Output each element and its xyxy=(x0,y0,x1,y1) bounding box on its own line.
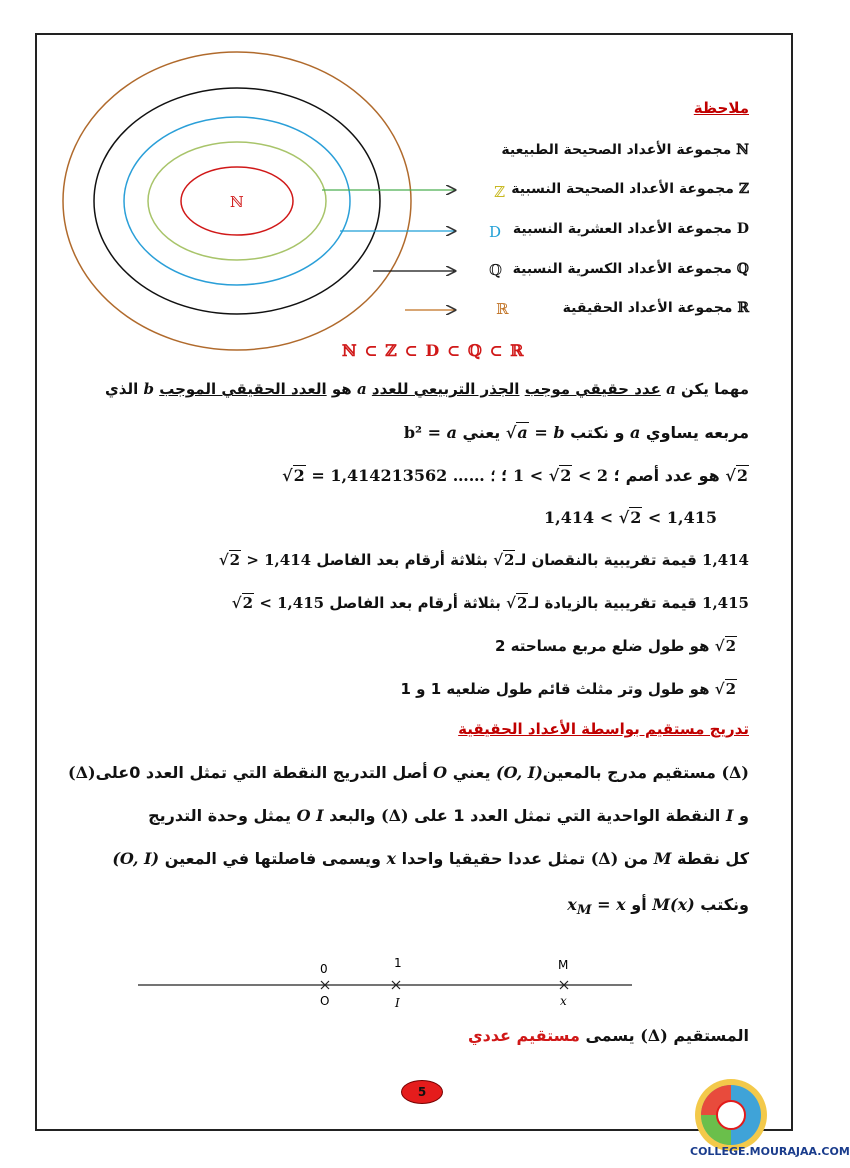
bottom-label-x: x xyxy=(560,994,567,1008)
set-item-R: ℝ مجموعة الأعداد الحقيقية xyxy=(562,300,749,316)
sets-diagram xyxy=(60,70,480,360)
set-item-Q: ℚ مجموعة الأعداد الكسرية النسبية xyxy=(512,261,749,277)
sqrt2-bounds-line: 1,414 < √2 < 1,415 xyxy=(544,508,717,527)
number-line xyxy=(130,955,640,1015)
graduation-line-3: كل نقطة M من (Δ) تمثل عددا حقيقيا واحدا x ويسمى فاصلتها في المعين (O, I) xyxy=(112,849,749,868)
note-title: ملاحظة xyxy=(693,99,749,117)
approx-high-line: 1,415 قيمة تقريبية بالزيادة لـ√2 بثلاثة أرقام بعد الفاصل √2 < 1,415 xyxy=(231,594,749,612)
set-item-N: ℕ مجموعة الأعداد الصحيحة الطبيعية xyxy=(501,142,749,158)
page-number: 5 xyxy=(401,1080,443,1104)
top-label-M: M xyxy=(558,958,569,972)
set-item-Z: ℤ مجموعة الأعداد الصحيحة النسبية xyxy=(511,181,749,197)
diagram-Q-letter: ℚ xyxy=(489,261,503,279)
graduation-line-1: (Δ) مستقيم مدرج بالمعين(O, I) يعني O أصل التدريج النقطة التي تمثل العدد 0على(Δ) xyxy=(68,763,749,782)
diagram-R-letter: ℝ xyxy=(496,300,509,318)
top-label-1: 1 xyxy=(394,956,402,970)
label-N: ℕ xyxy=(230,193,244,211)
hypotenuse-line: √2 هو طول وتر مثلث قائم طول ضلعيه 1 و 1 xyxy=(400,680,736,698)
bottom-label-I: I xyxy=(395,996,400,1010)
sqrt2-line-irrational: √2 هو عدد أصم ؛ 1 < √2 < 2 ؛ √2 = 1,414213562 …… ؛ xyxy=(282,466,748,485)
graduation-line-2: و I النقطة الواحدية التي تمثل العدد 1 على (Δ) والبعد O I يمثل وحدة التدريج xyxy=(148,806,749,825)
square-side-line: √2 هو طول ضلع مربع مساحته 2 xyxy=(494,637,736,655)
diagram-D-letter: D xyxy=(489,223,502,241)
bottom-label-O: O xyxy=(320,994,330,1008)
definition-line-1: مهما يكن a عدد حقيقي موجب الجذر التربيعي للعدد a هو العدد الحقيقي الموجب b الذي xyxy=(105,380,749,398)
site-url: COLLEGE.MOURAJAA.COM xyxy=(690,1145,850,1158)
definition-line-2: مربعه يساوي a و نكتب √a = b يعني b² = a xyxy=(403,423,749,442)
site-logo-icon xyxy=(690,1074,772,1156)
conclusion-line: المستقيم (Δ) يسمى مستقيم عددي xyxy=(467,1026,749,1045)
inclusion-chain: ℕ ⊂ ℤ ⊂ D ⊂ ℚ ⊂ ℝ xyxy=(342,341,525,360)
top-label-0: 0 xyxy=(320,962,328,976)
set-item-D: D مجموعة الأعداد العشرية النسبية xyxy=(512,221,749,237)
approx-low-line: 1,414 قيمة تقريبية بالنقصان لـ√2 بثلاثة أرقام بعد الفاصل √2 > 1,414 xyxy=(218,551,749,569)
graduation-line-4: ونكتب M(x) أو $x_M = x$ xyxy=(567,895,749,919)
section-title: تدريج مستقيم بواسطة الأعداد الحقيقية xyxy=(458,720,749,738)
diagram-Z-letter: ℤ xyxy=(494,183,505,201)
